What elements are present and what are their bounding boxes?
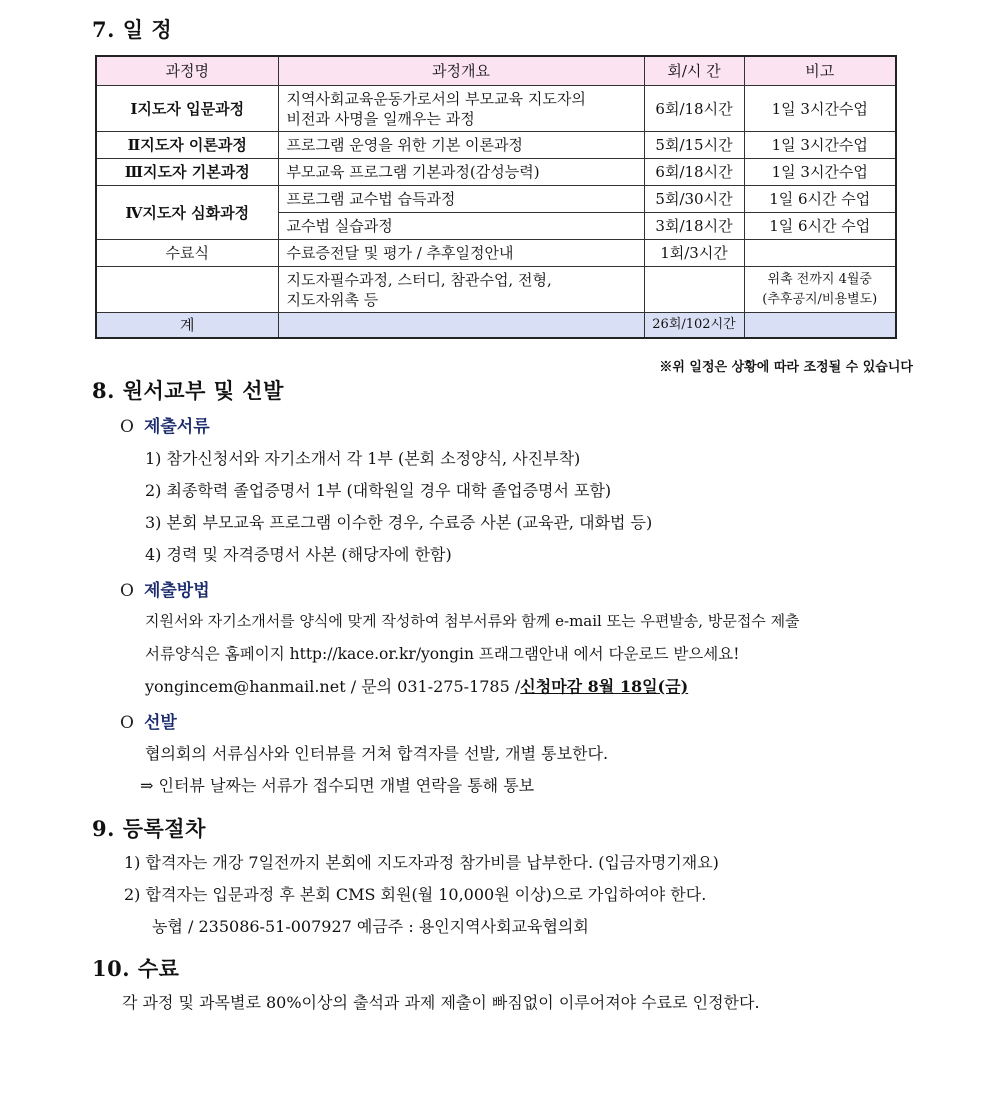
- course-name: 수료식: [96, 240, 278, 267]
- subsection-docs: O 제출서류: [120, 417, 210, 437]
- section-10-title: 10. 수료: [92, 956, 180, 981]
- table-row: [96, 132, 896, 159]
- course-note: 위촉 전까지 4월중 (추후공지/비용별도): [744, 267, 896, 313]
- schedule-table: [95, 55, 897, 339]
- course-note: [744, 240, 896, 267]
- course-name: Ⅰ지도자 입문과정: [96, 86, 278, 132]
- table-row: [96, 186, 896, 213]
- bank-account: 농협 / 235086-51-007927 예금주 : 용인지역사회교육협의회: [152, 917, 589, 936]
- header-course: 과정명: [96, 56, 278, 86]
- course-time: 5회/30시간: [644, 186, 744, 213]
- section-9-title: 9. 등록절차: [92, 816, 206, 841]
- method-line: 서류양식은 홈페이지 http://kace.or.kr/yongin 프래그램안내 에서 다운로드 받으세요!: [145, 645, 740, 663]
- bullet: O: [120, 581, 134, 601]
- course-time: 6회/18시간: [644, 86, 744, 132]
- selection-line: 협의회의 서류심사와 인터뷰를 거쳐 합격자를 선발, 개별 통보한다.: [145, 744, 609, 763]
- table-row: [96, 240, 896, 267]
- list-item: 1) 참가신청서와 자기소개서 각 1부 (본회 소정양식, 사진부착): [145, 449, 581, 468]
- list-item: 2) 합격자는 입문과정 후 본회 CMS 회원(월 10,000원 이상)으로 가입하여야 한다.: [124, 885, 707, 904]
- total-label: 계: [96, 313, 278, 338]
- subsection-selection: O 선발: [120, 713, 177, 733]
- selection-line: ⇒ 인터뷰 날짜는 서류가 접수되면 개별 연락을 통해 통보: [140, 776, 535, 795]
- list-item: 4) 경력 및 자격증명서 사본 (해당자에 한함): [145, 545, 452, 564]
- contact-line: yongincem@hanmail.net / 문의 031-275-1785 /신청마감 8월 18일(금): [145, 677, 689, 696]
- course-name: Ⅱ지도자 이론과정: [96, 132, 278, 159]
- list-item: 3) 본회 부모교육 프로그램 이수한 경우, 수료증 사본 (교육관, 대화법 등): [145, 513, 653, 532]
- course-desc: 프로그램 운영을 위한 기본 이론과정: [278, 132, 644, 159]
- course-note: 1일 3시간수업: [744, 132, 896, 159]
- table-header-row: [96, 56, 896, 86]
- course-desc: 지역사회교육운동가로서의 부모교육 지도자의 비전과 사명을 일깨우는 과정: [278, 86, 644, 132]
- course-time: 5회/15시간: [644, 132, 744, 159]
- deadline: 신청마감 8월 18일(금): [520, 677, 689, 696]
- course-note: 1일 3시간수업: [744, 159, 896, 186]
- course-desc: 교수법 실습과정: [278, 213, 644, 240]
- course-desc: 지도자필수과정, 스터디, 참관수업, 전형, 지도자위촉 등: [278, 267, 644, 313]
- course-desc: 프로그램 교수법 습득과정: [278, 186, 644, 213]
- course-name: [96, 267, 278, 313]
- header-remarks: 비고: [744, 56, 896, 86]
- course-note: 1일 6시간 수업: [744, 213, 896, 240]
- table-note: ※위 일정은 상황에 따라 조정될 수 있습니다: [659, 360, 913, 375]
- course-time: 6회/18시간: [644, 159, 744, 186]
- course-note: 1일 6시간 수업: [744, 186, 896, 213]
- bullet: O: [120, 713, 134, 733]
- course-time: 3회/18시간: [644, 213, 744, 240]
- list-item: 1) 합격자는 개강 7일전까지 본회에 지도자과정 참가비를 납부한다. (입금자명기재요): [124, 853, 719, 872]
- header-sessions: 회/시 간: [644, 56, 744, 86]
- section-7-title: 7. 일 정: [92, 17, 173, 42]
- completion-text: 각 과정 및 과목별로 80%이상의 출석과 과제 제출이 빠짐없이 이루어져야 수료로 인정한다.: [122, 993, 760, 1012]
- bullet: O: [120, 417, 134, 437]
- course-name: Ⅲ지도자 기본과정: [96, 159, 278, 186]
- total-time: 26회/102시간: [644, 313, 744, 338]
- course-time: 1회/3시간: [644, 240, 744, 267]
- method-line: 지원서와 자기소개서를 양식에 맞게 작성하여 첨부서류와 함께 e-mail 또는 우편발송, 방문접수 제출: [145, 612, 800, 630]
- table-row: [96, 86, 896, 132]
- course-desc: 부모교육 프로그램 기본과정(감성능력): [278, 159, 644, 186]
- course-note: 1일 3시간수업: [744, 86, 896, 132]
- subsection-method: O 제출방법: [120, 581, 210, 601]
- list-item: 2) 최종학력 졸업증명서 1부 (대학원일 경우 대학 졸업증명서 포함): [145, 481, 612, 500]
- course-desc: 수료증전달 및 평가 / 추후일정안내: [278, 240, 644, 267]
- table-row: [96, 267, 896, 313]
- header-overview: 과정개요: [278, 56, 644, 86]
- course-time: [644, 267, 744, 313]
- table-row: [96, 159, 896, 186]
- course-name: Ⅳ지도자 심화과정: [96, 186, 278, 240]
- section-8-title: 8. 원서교부 및 선발: [92, 378, 284, 403]
- table-total-row: [96, 313, 896, 338]
